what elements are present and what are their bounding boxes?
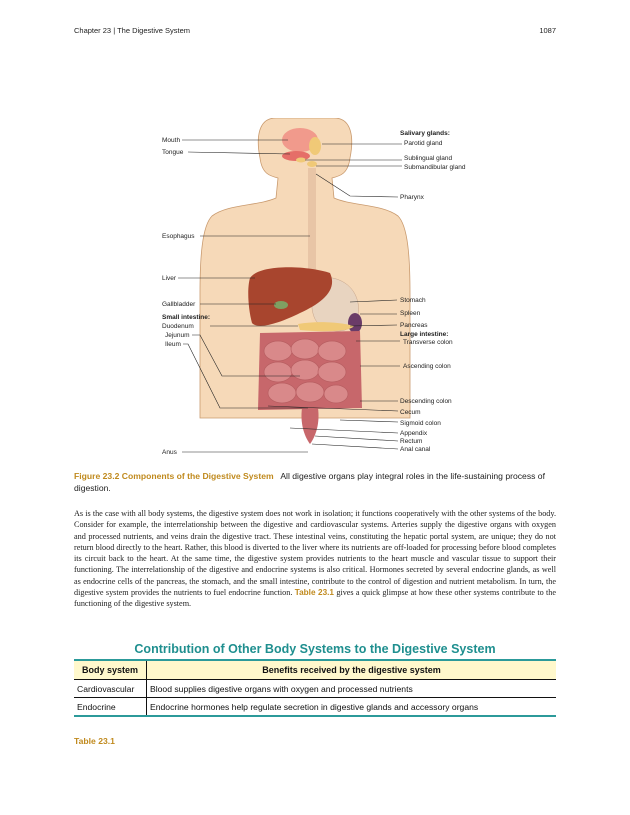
table-row bbox=[74, 698, 556, 717]
label-rectum: Rectum bbox=[400, 438, 423, 445]
table-cell-benefit: Blood supplies digestive organs with oxygen and processed nutrients bbox=[147, 680, 557, 698]
table-cell-benefit: Endocrine hormones help regulate secretion in digestive glands and accessory organs bbox=[147, 698, 557, 717]
table-label: Table 23.1 bbox=[74, 736, 115, 746]
label-pancreas: Pancreas bbox=[400, 322, 428, 329]
label-parotid: Parotid gland bbox=[404, 140, 443, 147]
label-gallbladder: Gallbladder bbox=[162, 301, 196, 308]
table-header-benefits: Benefits received by the digestive system bbox=[147, 660, 557, 680]
label-duodenum: Duodenum bbox=[162, 323, 194, 330]
sublingual-gland bbox=[296, 158, 306, 163]
label-spleen: Spleen bbox=[400, 310, 421, 317]
body-paragraph-tail: gives a quick glimpse at how these other systems contribute to the functioning of the digestive system. bbox=[74, 588, 557, 609]
label-cecum: Cecum bbox=[400, 409, 421, 416]
figure-caption-label: Figure 23.2 Components of the Digestive System bbox=[74, 471, 274, 481]
table-header-row bbox=[74, 660, 556, 680]
body-paragraph bbox=[74, 508, 556, 610]
label-small-intestine-heading: Small intestine: bbox=[162, 314, 211, 321]
label-ascending-colon: Ascending colon bbox=[403, 363, 451, 370]
label-ileum: Ileum bbox=[165, 341, 181, 348]
figure-caption-text: All digestive organs play integral roles in the life-sustaining process of digestion. bbox=[74, 471, 545, 493]
parotid-gland bbox=[309, 137, 321, 155]
table-title: Contribution of Other Body Systems to the Digestive System bbox=[134, 642, 496, 656]
running-head: Chapter 23 | The Digestive System bbox=[74, 26, 191, 35]
submandibular-gland bbox=[307, 161, 317, 167]
label-descending-colon: Descending colon bbox=[400, 398, 452, 405]
label-esophagus: Esophagus bbox=[162, 233, 195, 240]
label-jejunum: Jejunum bbox=[165, 332, 190, 339]
page-number: 1087 bbox=[539, 26, 556, 35]
rectum-shape bbox=[301, 408, 318, 444]
label-anus: Anus bbox=[162, 449, 177, 456]
label-submandibular: Submandibular gland bbox=[404, 164, 466, 171]
spleen-shape bbox=[348, 313, 362, 333]
table-cell-system: Endocrine bbox=[74, 698, 147, 717]
label-liver: Liver bbox=[162, 275, 177, 282]
figure-caption bbox=[74, 470, 556, 494]
label-sigmoid-colon: Sigmoid colon bbox=[400, 420, 441, 427]
digestive-system-figure bbox=[150, 118, 480, 468]
body-systems-table bbox=[74, 659, 556, 717]
label-sublingual: Sublingual gland bbox=[404, 155, 453, 162]
body-paragraph-text: As is the case with all body systems, the digestive system does not work in isolation; it functions cooperatively with the other systems of the body. Consider for example, the interrelationship between the digestive and cardiovascular systems. Arteries supply the digestive organs with oxygen and processed nutrients, and veins drain the digestive tract. These intestinal veins, constituting the hepatic portal system, are unique; they do not return blood directly to the heart. Rather, this blood is diverted to the liver where its nutrients are off-loaded for processing before blood completes its circuit back to the heart. At the same time, the digestive system provides nutrients to the heart muscle and vascular tissue to support their functioning. The interrelationship of the digestive and endocrine systems is also critical. Hormones secreted by several endocrine glands, as well as endocrine cells of the pancreas, the stomach, and the small intestine, contribute to the control of digestion and nutrient metabolism. In turn, the digestive system provides the nutrients to fuel endocrine function. bbox=[74, 509, 556, 598]
small-intestine-loops bbox=[264, 339, 348, 403]
label-anal-canal: Anal canal bbox=[400, 446, 431, 453]
label-transverse-colon: Transverse colon bbox=[403, 339, 453, 346]
label-pharynx: Pharynx bbox=[400, 194, 424, 201]
label-salivary-heading: Salivary glands: bbox=[400, 130, 450, 137]
label-large-intestine-heading: Large intestine: bbox=[400, 331, 449, 338]
table-cell-system: Cardiovascular bbox=[74, 680, 147, 698]
table-cross-reference-link[interactable]: Table 23.1 bbox=[294, 588, 334, 598]
table-row bbox=[74, 680, 556, 698]
label-mouth: Mouth bbox=[162, 137, 181, 144]
table-header-body-system: Body system bbox=[74, 660, 147, 680]
gallbladder-shape bbox=[274, 301, 288, 309]
label-stomach: Stomach bbox=[400, 297, 426, 304]
label-tongue: Tongue bbox=[162, 149, 184, 156]
label-appendix: Appendix bbox=[400, 430, 428, 437]
